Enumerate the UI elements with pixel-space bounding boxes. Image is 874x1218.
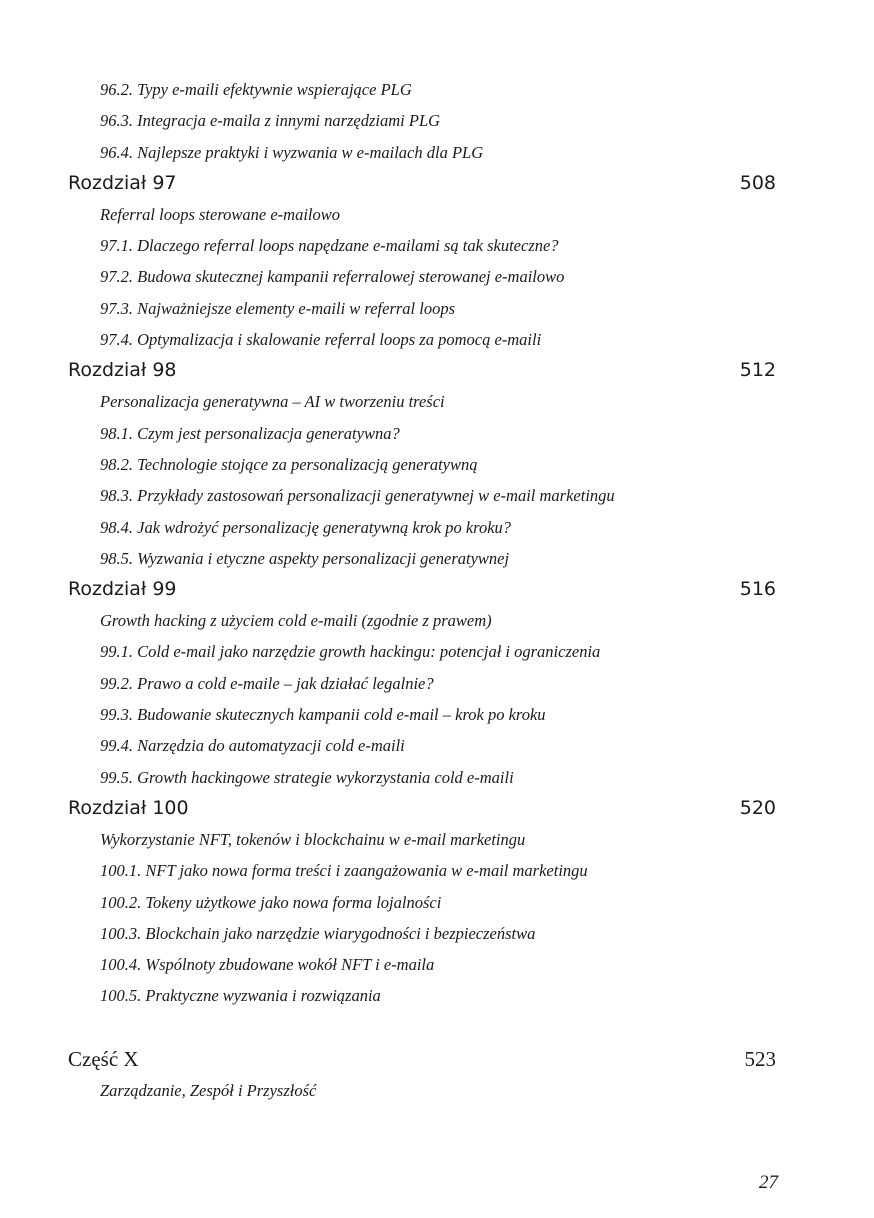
chapter-label: Rozdział 98 (68, 359, 177, 382)
toc-chapter-heading (68, 355, 776, 386)
toc-chapter-heading (68, 168, 776, 199)
toc-section: 99.2. Prawo a cold e-maile – jak działać legalnie? (100, 673, 434, 693)
toc-section: 98.2. Technologie stojące za personalizacją generatywną (100, 454, 478, 474)
toc-section: 98.5. Wyzwania i etyczne aspekty personalizacji generatywnej (100, 548, 510, 568)
chapter-page-number: 520 (739, 796, 776, 819)
toc-part-heading (68, 1044, 776, 1075)
chapter-subtitle: Wykorzystanie NFT, tokenów i blockchainu w e-mail marketingu (100, 829, 526, 849)
chapter-label: Rozdział 99 (68, 578, 177, 601)
chapter-label: Rozdział 97 (68, 171, 177, 194)
chapter-subtitle: Personalizacja generatywna – AI w tworzeniu treści (100, 392, 445, 412)
chapter-page-number: 508 (739, 171, 776, 194)
toc-section: 98.3. Przykłady zastosowań personalizacji generatywnej w e-mail marketingu (100, 486, 615, 506)
page-number: 27 (759, 1172, 778, 1193)
toc-section: 97.3. Najważniejsze elementy e-maili w referral loops (100, 298, 456, 318)
toc-chapter-heading (68, 793, 776, 824)
chapter-subtitle: Referral loops sterowane e-mailowo (100, 204, 340, 224)
toc-section: 96.3. Integracja e-maila z innymi narzędziami PLG (100, 111, 441, 131)
part-subtitle: Zarządzanie, Zespół i Przyszłość (100, 1080, 317, 1100)
chapter-label: Rozdział 100 (68, 796, 189, 819)
toc-section: 99.3. Budowanie skutecznych kampanii cold e-mail – krok po kroku (100, 705, 546, 725)
toc-section: 96.4. Najlepsze praktyki i wyzwania w e-mailach dla PLG (100, 142, 484, 162)
table-of-contents (68, 74, 776, 1106)
toc-section: 100.3. Blockchain jako narzędzie wiarygodności i bezpieczeństwa (100, 923, 536, 943)
toc-section: 100.5. Praktyczne wyzwania i rozwiązania (100, 986, 381, 1006)
toc-section: 96.2. Typy e-maili efektywnie wspierające PLG (100, 80, 412, 99)
toc-section: 97.1. Dlaczego referral loops napędzane e-mailami są tak skuteczne? (100, 236, 559, 256)
toc-section: 98.1. Czym jest personalizacja generatywna? (100, 423, 400, 443)
toc-section: 97.2. Budowa skutecznej kampanii referralowej sterowanej e-mailowo (100, 267, 565, 287)
toc-section: 100.1. NFT jako nowa forma treści i zaangażowania w e-mail marketingu (100, 861, 588, 881)
chapter-page-number: 516 (739, 578, 776, 601)
toc-section: 97.4. Optymalizacja i skalowanie referral loops za pomocą e-maili (100, 330, 542, 350)
chapter-subtitle: Growth hacking z użyciem cold e-maili (zgodnie z prawem) (100, 611, 492, 631)
toc-section: 100.2. Tokeny użytkowe jako nowa forma lojalności (100, 892, 442, 912)
toc-section: 99.4. Narzędzia do automatyzacji cold e-maili (100, 736, 405, 756)
toc-section: 98.4. Jak wdrożyć personalizację generatywną krok po kroku? (100, 517, 512, 537)
toc-section: 99.5. Growth hackingowe strategie wykorzystania cold e-maili (100, 767, 514, 787)
toc-section: 99.1. Cold e-mail jako narzędzie growth hackingu: potencjał i ograniczenia (100, 642, 601, 662)
part-page-number: 523 (744, 1046, 776, 1071)
chapter-page-number: 512 (739, 359, 776, 382)
toc-section: 100.4. Wspólnoty zbudowane wokół NFT i e-maila (100, 955, 435, 975)
part-label: Część X (68, 1046, 139, 1071)
toc-chapter-heading (68, 574, 776, 605)
